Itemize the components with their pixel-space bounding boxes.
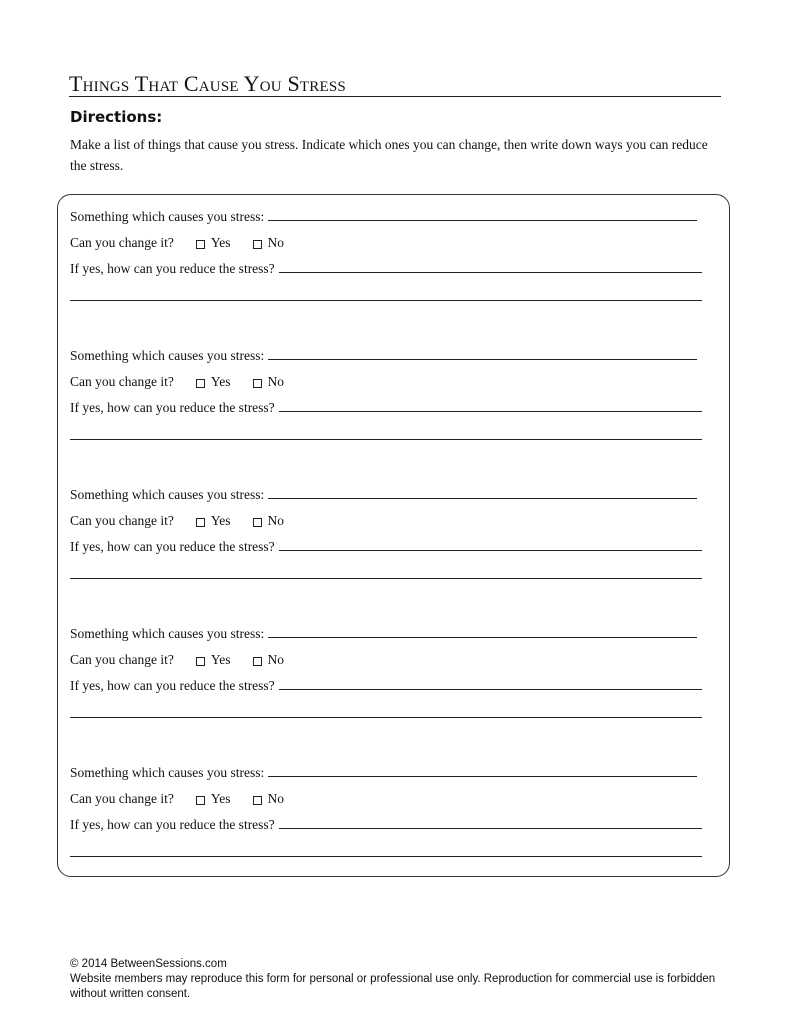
no-option[interactable] <box>253 513 285 529</box>
change-label: Can you change it? <box>70 791 174 806</box>
cause-input-line[interactable] <box>268 497 697 499</box>
footer <box>70 957 730 1002</box>
no-label: No <box>267 791 284 806</box>
cause-row <box>70 622 702 642</box>
yes-checkbox[interactable] <box>196 240 205 249</box>
yes-checkbox[interactable] <box>196 518 205 527</box>
reduce-label: If yes, how can you reduce the stress? <box>70 261 275 276</box>
yes-option[interactable] <box>196 652 231 668</box>
cause-label: Something which causes you stress: <box>70 626 265 641</box>
no-option[interactable] <box>253 791 285 807</box>
change-label: Can you change it? <box>70 652 174 667</box>
cause-row <box>70 344 702 364</box>
reduce-continuation-line[interactable] <box>70 717 702 718</box>
yes-checkbox[interactable] <box>196 379 205 388</box>
cause-row <box>70 205 702 225</box>
reduce-continuation-line[interactable] <box>70 578 702 579</box>
cause-input-line[interactable] <box>268 358 697 360</box>
reduce-row <box>70 674 702 694</box>
stress-entry-5 <box>70 761 702 871</box>
directions-heading: Directions: <box>70 108 163 126</box>
title-rule <box>69 72 721 97</box>
cause-row <box>70 483 702 503</box>
reduce-continuation-line[interactable] <box>70 439 702 440</box>
change-label: Can you change it? <box>70 513 174 528</box>
change-row <box>70 509 702 529</box>
no-checkbox[interactable] <box>253 240 262 249</box>
cause-label: Something which causes you stress: <box>70 487 265 502</box>
reduce-input-line[interactable] <box>279 549 702 551</box>
yes-label: Yes <box>210 652 231 667</box>
change-label: Can you change it? <box>70 235 174 250</box>
reduce-label: If yes, how can you reduce the stress? <box>70 817 275 832</box>
reduce-continuation-line[interactable] <box>70 856 702 857</box>
page-title: Things That Cause You Stress <box>69 71 346 96</box>
reduce-continuation-line[interactable] <box>70 300 702 301</box>
reduce-row <box>70 257 702 277</box>
stress-entry-2 <box>70 344 702 454</box>
yes-option[interactable] <box>196 513 231 529</box>
change-row <box>70 787 702 807</box>
no-label: No <box>267 235 284 250</box>
reduce-row <box>70 535 702 555</box>
change-row <box>70 648 702 668</box>
reduce-label: If yes, how can you reduce the stress? <box>70 678 275 693</box>
yes-option[interactable] <box>196 235 231 251</box>
reduce-row <box>70 396 702 416</box>
stress-entry-3 <box>70 483 702 593</box>
no-checkbox[interactable] <box>253 379 262 388</box>
reduce-input-line[interactable] <box>279 688 702 690</box>
yes-option[interactable] <box>196 374 231 390</box>
reduce-input-line[interactable] <box>279 271 702 273</box>
no-checkbox[interactable] <box>253 796 262 805</box>
yes-label: Yes <box>210 235 231 250</box>
cause-label: Something which causes you stress: <box>70 765 265 780</box>
no-option[interactable] <box>253 374 285 390</box>
reduce-row <box>70 813 702 833</box>
cause-label: Something which causes you stress: <box>70 209 265 224</box>
no-option[interactable] <box>253 652 285 668</box>
reduce-input-line[interactable] <box>279 410 702 412</box>
usage-notice: Website members may reproduce this form for personal or professional use only. Reproduction for commercial use is forbidden without written consent. <box>70 973 716 1000</box>
no-label: No <box>267 374 284 389</box>
reduce-label: If yes, how can you reduce the stress? <box>70 539 275 554</box>
change-label: Can you change it? <box>70 374 174 389</box>
no-checkbox[interactable] <box>253 518 262 527</box>
stress-entry-4 <box>70 622 702 732</box>
yes-checkbox[interactable] <box>196 657 205 666</box>
change-row <box>70 231 702 251</box>
cause-row <box>70 761 702 781</box>
yes-option[interactable] <box>196 791 231 807</box>
no-label: No <box>267 652 284 667</box>
stress-entry-1 <box>70 205 702 315</box>
no-label: No <box>267 513 284 528</box>
reduce-label: If yes, how can you reduce the stress? <box>70 400 275 415</box>
cause-label: Something which causes you stress: <box>70 348 265 363</box>
copyright-text: © 2014 BetweenSessions.com <box>70 958 227 970</box>
yes-label: Yes <box>210 791 231 806</box>
no-option[interactable] <box>253 235 285 251</box>
directions-text: Make a list of things that cause you stress. Indicate which ones you can change, then write down ways you can reduce the stress. <box>70 137 708 173</box>
yes-label: Yes <box>210 374 231 389</box>
reduce-input-line[interactable] <box>279 827 702 829</box>
cause-input-line[interactable] <box>268 775 697 777</box>
no-checkbox[interactable] <box>253 657 262 666</box>
change-row <box>70 370 702 390</box>
cause-input-line[interactable] <box>268 219 697 221</box>
yes-checkbox[interactable] <box>196 796 205 805</box>
yes-label: Yes <box>210 513 231 528</box>
cause-input-line[interactable] <box>268 636 697 638</box>
